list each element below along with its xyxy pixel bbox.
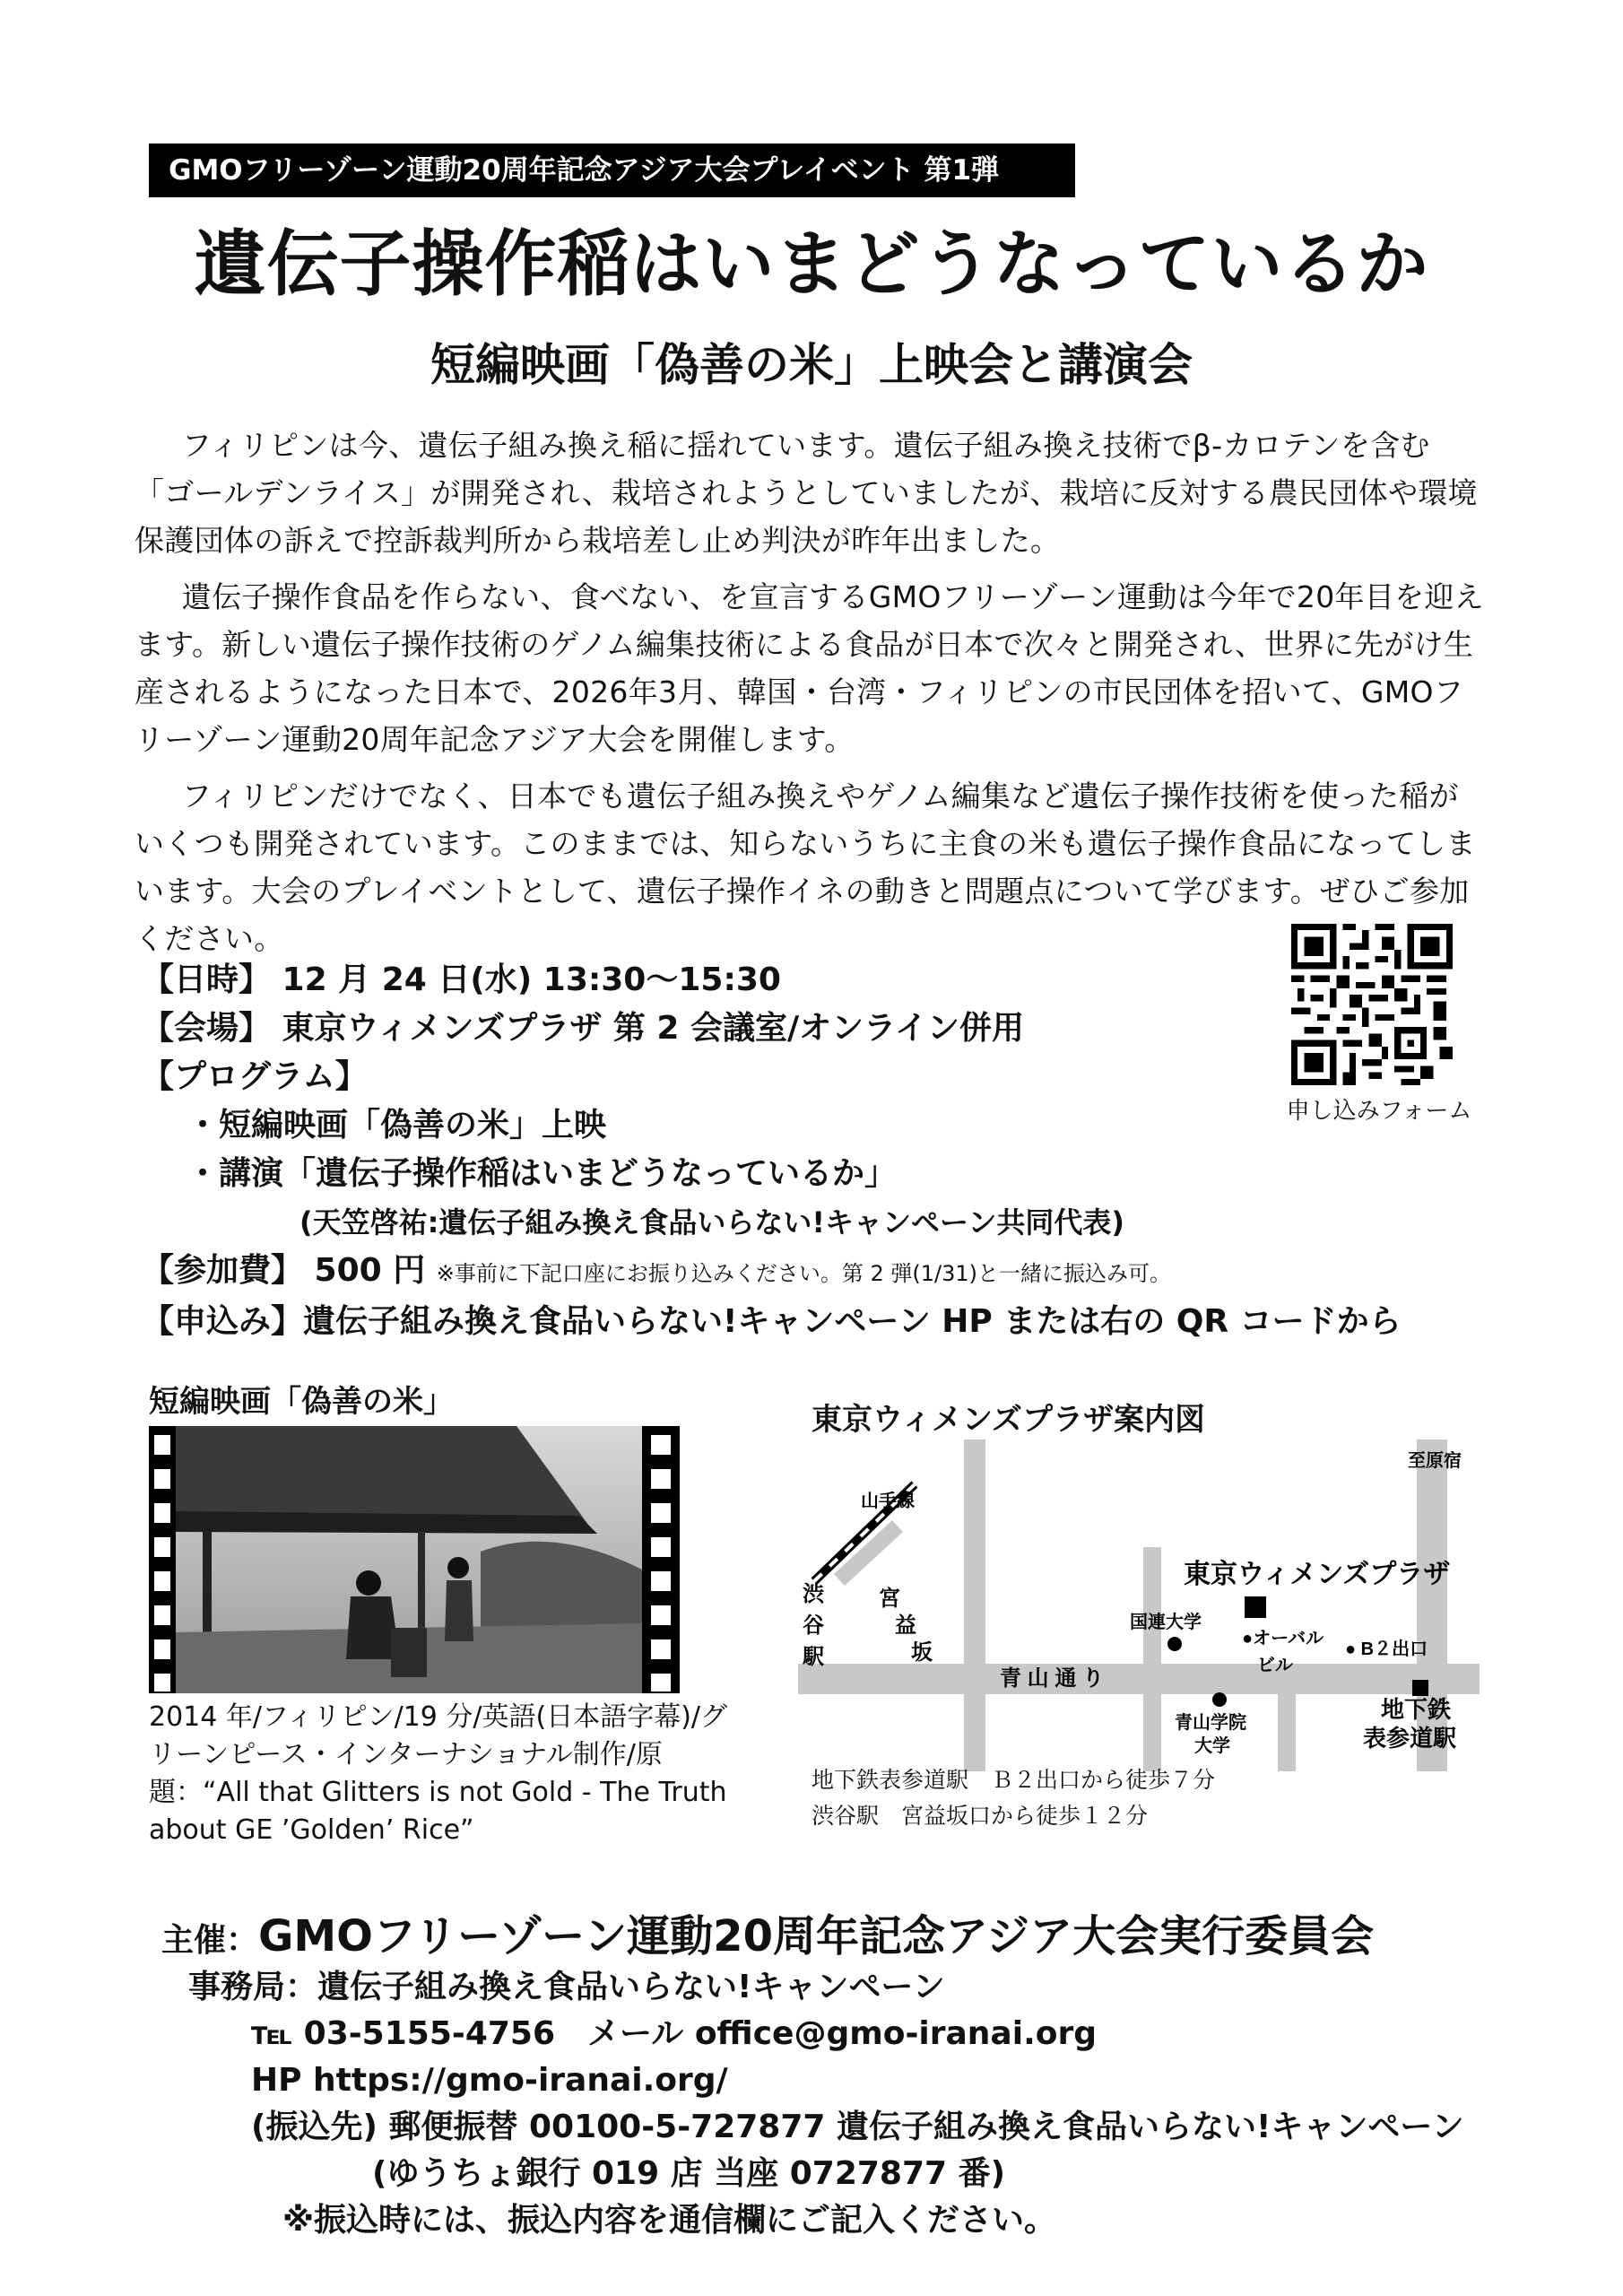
intro-paragraph: フィリピンは今、遺伝子組み換え稲に揺れています。遺伝子組み換え技術でβ-カロテンを含む「ゴールデンライス」が開発され、栽培されようとしていましたが、栽培に反対する農民団体や環境保護団体の訴えで控訴裁判所から栽培差し止め判決が昨年出ました。 xyxy=(135,428,1478,558)
payment-note: ※振込時には、振込内容を通信欄にご記入ください。 xyxy=(282,2202,1056,2239)
map-label-oval: ビル xyxy=(1257,1656,1293,1675)
contact-hp[interactable]: HP https://gmo-iranai.org/ xyxy=(251,2062,728,2099)
page-subtitle: 短編映画「偽善の米」上映会と講演会 xyxy=(430,339,1193,391)
contact-tel-mail: ℡ 03-5155-4756 メール office@gmo-iranai.org xyxy=(251,2015,1097,2052)
map-label-agu: 青山学院 xyxy=(1175,1713,1246,1733)
event-venue: 【会場】 東京ウィメンズプラザ 第 2 会議室/オンライン併用 xyxy=(142,1010,1025,1047)
film-still-image xyxy=(149,1426,680,1693)
bank-info: (振込先) 郵便振替 00100-5-727877 遺伝子組み換え食品いらない!キャンペーン xyxy=(251,2109,1464,2145)
map-label-shibuya: 駅 xyxy=(803,1645,824,1669)
map-label-aoyama-dori: 青 山 通 り xyxy=(1000,1666,1105,1691)
organizer-name: GMOフリーゾーン運動20周年記念アジア大会実行委員会 xyxy=(258,1911,1375,1961)
program-item-film: ・短編映画「偽善の米」上映 xyxy=(187,1107,607,1144)
organizer xyxy=(161,1901,1374,1963)
page-title: 遺伝子操作稲はいまどうなっているか xyxy=(194,222,1429,306)
map-label-yamanote: 山手線 xyxy=(861,1492,915,1511)
map-label-b2: ● B２出口 xyxy=(1345,1639,1428,1659)
organizer-label: 主催： xyxy=(161,1922,259,1959)
map-label-miyamasu: 宮 xyxy=(879,1587,900,1611)
map-label-subway: 表参道駅 xyxy=(1363,1725,1457,1752)
access-map xyxy=(789,1439,1480,1771)
program-item-lecture: ・講演「遺伝子操作稲はいまどうなっているか」 xyxy=(187,1155,898,1192)
program-label: 【プログラム】 xyxy=(142,1058,368,1095)
intro-text xyxy=(135,422,1488,971)
map-label-miyamasu: 坂 xyxy=(911,1640,933,1665)
film-caption: 2014 年/フィリピン/19 分/英語(日本語字幕)/グリーンピース・インターナショナル制作/原題：“All that Glitters is not Gold - The Truth about GE ’Golden’ Rice” xyxy=(149,1701,728,1846)
intro-paragraph: 遺伝子操作食品を作らない、食べない、を宣言するGMOフリーゾーン運動は今年で20年目を迎えます。新しい遺伝子操作技術のゲノム編集技術による食品が日本で次々と開発され、世界に先がけ生産されるようになった日本で、2026年3月、韓国・台湾・フィリピンの市民団体を招いて、GMOフリーゾーン運動20周年記念アジア大会を開催します。 xyxy=(135,579,1485,757)
event-fee: 【参加費】 500 円 xyxy=(142,1252,426,1289)
fee-note: ※事前に下記口座にお振り込みください。第 2 弾(1/31)と一緒に振込み可。 xyxy=(436,1261,1172,1286)
event-series-banner: GMOフリーゾーン運動20周年記念アジア大会プレイベント 第1弾 xyxy=(149,144,1075,197)
map-label-unu: 国連大学 xyxy=(1130,1613,1202,1632)
access-note: 渋谷駅 宮益坂口から徒歩１２分 xyxy=(812,1803,1149,1829)
map-label-oval: ●オーバル xyxy=(1242,1629,1324,1648)
map-label-shibuya: 渋 xyxy=(803,1582,824,1606)
event-apply: 【申込み】遺伝子組み換え食品いらない!キャンペーン HP または右の QR コードから xyxy=(142,1303,1402,1340)
map-label-agu: 大学 xyxy=(1194,1736,1230,1756)
map-label-miyamasu: 益 xyxy=(895,1613,916,1638)
qr-caption: 申し込みフォーム xyxy=(1286,1098,1472,1125)
map-label-harajuku: 至原宿 xyxy=(1408,1451,1462,1471)
event-datetime: 【日時】 12 月 24 日(水) 13:30～15:30 xyxy=(142,961,781,998)
map-label-venue: 東京ウィメンズプラザ xyxy=(1184,1560,1451,1589)
office-name: 事務局：遺伝子組み換え食品いらない!キャンペーン xyxy=(188,1969,945,2005)
event-fee-row xyxy=(142,1247,1325,1298)
intro-paragraph: フィリピンだけでなく、日本でも遺伝子組み換えやゲノム編集など遺伝子操作技術を使った稲がいくつも開発されています。このままでは、知らないうちに主食の米も遺伝子操作食品になってしまいます。大会のプレイベントとして、遺伝子操作イネの動きと問題点について学びます。ぜひご参加ください。 xyxy=(135,778,1476,956)
lecture-speaker: (天笠啓祐:遺伝子組み換え食品いらない!キャンペーン共同代表) xyxy=(299,1205,1125,1239)
map-title: 東京ウィメンズプラザ案内図 xyxy=(812,1402,1205,1438)
qr-code[interactable] xyxy=(1291,924,1453,1085)
bank-info-2: (ゆうちょ銀行 019 店 当座 0727877 番) xyxy=(372,2155,1006,2192)
map-access-notes xyxy=(812,1762,1215,1834)
access-note: 地下鉄表参道駅 Ｂ２出口から徒歩７分 xyxy=(812,1767,1216,1793)
film-title: 短編映画「偽善の米」 xyxy=(149,1384,454,1420)
map-label-subway: 地下鉄 xyxy=(1381,1696,1452,1723)
contact-block xyxy=(188,1964,1464,2244)
map-label-shibuya: 谷 xyxy=(803,1613,824,1638)
